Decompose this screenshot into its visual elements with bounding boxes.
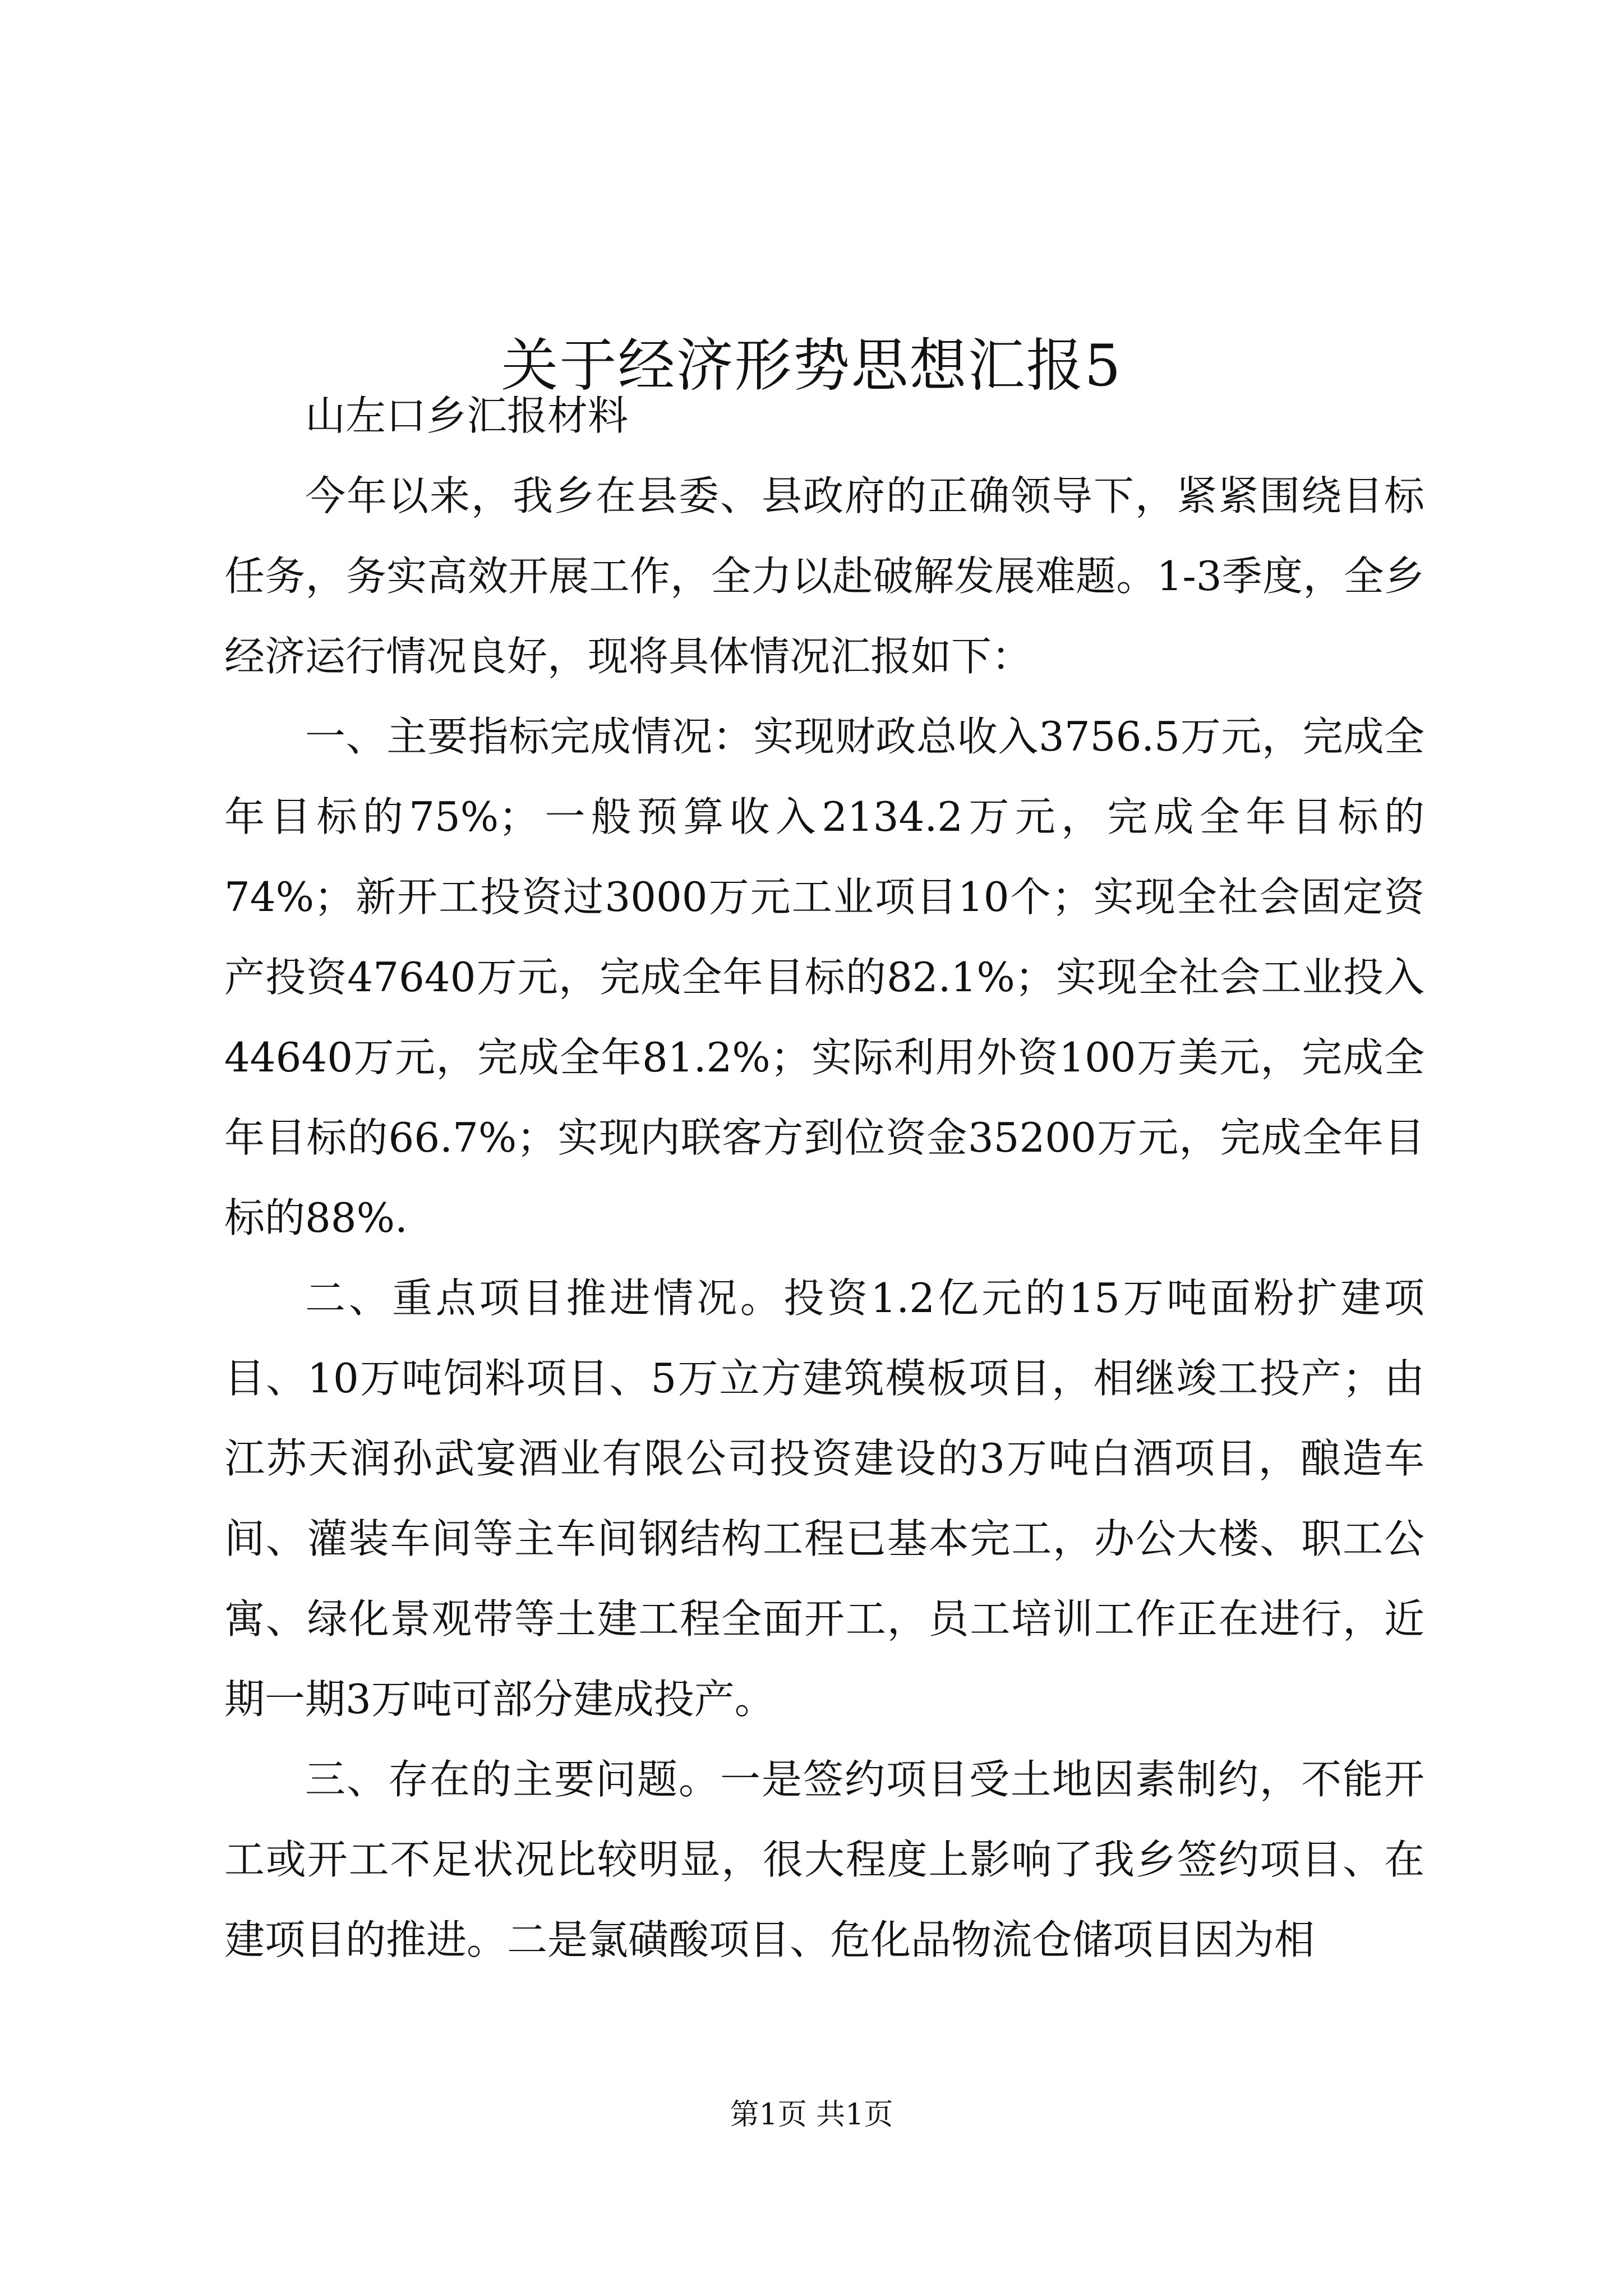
paragraph-key-projects: 二、重点项目推进情况。投资1.2亿元的15万吨面粉扩建项目、10万吨饲料项目、5万立方建筑模板项目，相继竣工投产；由江苏天润孙武宴酒业有限公司投资建设的3万吨白酒项目，酿造车间、灌装车间等主车间钢结构工程已基本完工，办公大楼、职工公寓、绿化景观带等土建工程全面开工，员工培训工作正在进行，近期一期3万吨可部分建成投产。 bbox=[224, 1274, 1424, 1723]
document-body bbox=[224, 376, 1424, 1980]
document-subtitle: 山左口乡汇报材料 bbox=[305, 392, 629, 439]
paragraph-main-indicators: 一、主要指标完成情况：实现财政总收入3756.5万元，完成全年目标的75%；一般预算收入2134.2万元，完成全年目标的74%；新开工投资过3000万元工业项目10个；实现全社会固定资产投资47640万元，完成全年目标的82.1%；实现全社会工业投入44640万元，完成全年81.2%；实际利用外资100万美元，完成全年目标的66.7%；实现内联客方到位资金35200万元，完成全年目标的88%. bbox=[224, 713, 1424, 1241]
page-footer: 第1页 共1页 bbox=[730, 2098, 893, 2132]
paragraph-intro: 今年以来，我乡在县委、县政府的正确领导下，紧紧围绕目标任务，务实高效开展工作，全力以赴破解发展难题。1-3季度，全乡经济运行情况良好，现将具体情况汇报如下： bbox=[224, 472, 1424, 680]
paragraph-main-problems: 三、存在的主要问题。一是签约项目受土地因素制约，不能开工或开工不足状况比较明显，很大程度上影响了我乡签约项目、在建项目的推进。二是氯磺酸项目、危化品物流仓储项目因为相 bbox=[224, 1756, 1424, 1963]
document-title: 关于经济形势思想汇报5 bbox=[501, 333, 1122, 400]
